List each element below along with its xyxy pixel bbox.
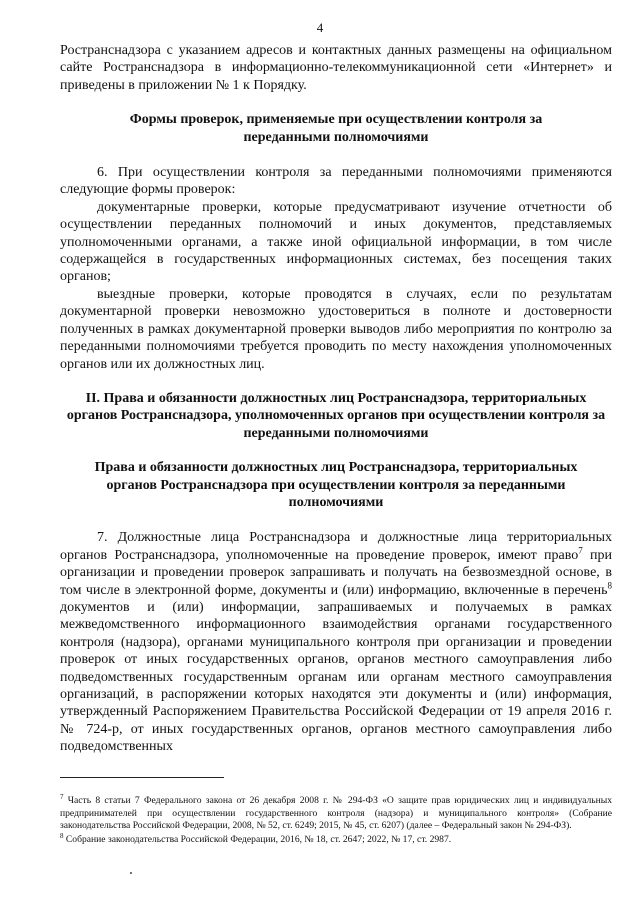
footnote-ref-7[interactable]: 7 bbox=[578, 545, 583, 556]
heading-subsection: Права и обязанности должностных лиц Ространснадзора, территориальных органов Ространснадзора при осуществлении контроля за переданными полномочиями bbox=[94, 460, 578, 510]
footnote-ref-8[interactable]: 8 bbox=[607, 579, 612, 590]
footnote-mark: 7 bbox=[60, 792, 64, 801]
document-body bbox=[60, 42, 612, 756]
footnotes bbox=[60, 792, 612, 847]
paragraph-6-onsite: выездные проверки, которые проводятся в случаях, если по результатам документарной проверки невозможно удостовериться в полноте и достоверности полученных в рамках документарной проверки выводов либо мероприятия по контролю за переданными полномочиями требуется проводить по месту нахождения уполномоченных органов или их должностных лиц. bbox=[60, 286, 612, 372]
footnote-divider bbox=[60, 777, 224, 778]
paragraph-6-documentary: документарные проверки, которые предусматривают изучение отчетности об осуществлении переданных полномочий и иных документов, представляемых уполномоченными органами, а также иной официальной информации, в том числе содержащейся в государственных информационных системах, без посещения таких органов; bbox=[60, 199, 612, 285]
footnote-text: Часть 8 статьи 7 Федерального закона от 26 декабря 2008 г. № 294-ФЗ «О защите прав юридических лиц и индивидуальных предпринимателей при осуществлении государственного контроля (надзора) и муниципального контроля» (Собрание законодательства Российской Федерации, 2008, № 52, ст. 6249; 2015, № 45, ст. 6207) (далее – Федеральный закон № 294-ФЗ). bbox=[60, 795, 612, 832]
footnote-text: Собрание законодательства Российской Федерации, 2016, № 18, ст. 2647; 2022, № 17, ст. 2987. bbox=[63, 833, 452, 845]
heading-inspection-forms: Формы проверок, применяемые при осуществлении контроля за переданными полномочиями bbox=[129, 112, 543, 145]
paragraph-7-part2: при организации и проведении проверок запрашивать и получать на безвозмездной основе, в том числе в электронной форме, документы и (или) информацию, включенные в перечень bbox=[60, 547, 613, 598]
footnote-mark: 8 bbox=[60, 831, 64, 840]
page-number: 4 bbox=[316, 20, 324, 35]
scan-speck bbox=[130, 872, 132, 874]
intro-paragraph: Ространснадзора с указанием адресов и контактных данных размещены на официальном сайте Ространснадзора в информационно-телекоммуникационной сети «Интернет» и приведены в приложении № 1 к Порядку. bbox=[60, 43, 612, 93]
footnote-8 bbox=[60, 831, 612, 847]
footnote-7 bbox=[60, 792, 612, 833]
paragraph-7 bbox=[60, 529, 612, 755]
paragraph-7-part3: документов и (или) информации, запрашиваемых и получаемых в рамках межведомственного информационного взаимодействия органами государственного контроля (надзора), органами муниципального контроля при организации и проведении проверок от иных государственных органов, органов местного самоуправления либо подведомственных государственным органам или органам местного самоуправления организаций, в распоряжении которых находятся эти документы и (или) информация, утвержденный Распоряжением Правительства Российской Федерации от 19 апреля 2016 г. № 724-р, от иных государственных органов, органов местного самоуправления либо подведомственных bbox=[60, 599, 612, 755]
paragraph-7-part1: 7. Должностные лица Ространснадзора и должностные лица территориальных органов Ространснадзора, уполномоченные на проведение проверок, имеют право bbox=[60, 530, 612, 563]
paragraph-6-intro: 6. При осуществлении контроля за переданными полномочиями применяются следующие формы проверок: bbox=[60, 165, 612, 198]
heading-section-2: II. Права и обязанности должностных лиц Ространснадзора, территориальных органов Ространснадзора, уполномоченных органов при осуществлении контроля за переданными полномочиями bbox=[66, 390, 606, 441]
